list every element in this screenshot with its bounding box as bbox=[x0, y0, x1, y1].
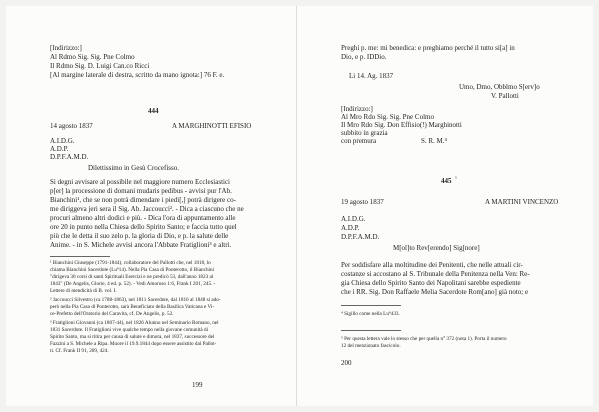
address-line: [Indirizzo:] bbox=[341, 105, 373, 113]
body-line: Si degni avvisare al possibile nel maggiore numero Ecclesiastici bbox=[50, 178, 231, 186]
closing-line: Umo, Dmo, Obblmo S[erv]o bbox=[459, 83, 540, 91]
abbrev-line: D.P.F.A.M.D. bbox=[341, 233, 380, 241]
footnote-rule bbox=[341, 305, 401, 306]
abbrev-line: D.P.F.A.M.D. bbox=[50, 153, 89, 161]
left-page bbox=[6, 6, 297, 406]
footnote-line: "dirigeva 30 corsi di santi Spirituali Esercizi e ne predicò 53, dall'anno 1823 al bbox=[50, 274, 214, 280]
address-line: subbito in grazia bbox=[341, 129, 388, 137]
footnote-line: Fazzini a S. Michele a Ripa. Muore il 19.9.1844 dopo essere assistito dal Pallot- bbox=[50, 341, 217, 347]
body-line: più che le detta il suo zelo p. la gloria di Dio, e p. la salute delle bbox=[50, 232, 229, 240]
address-line: Al Mro Rdo Sig. Sig. Pne Colmo bbox=[341, 113, 434, 121]
footnote-line: 12 del menzionato fascicolo. bbox=[341, 343, 401, 349]
address-line: con premura bbox=[341, 137, 377, 145]
address-sign: S. R. M.⁴ bbox=[421, 137, 447, 145]
salutation: Dilettissimo in Gesù Crocefisso. bbox=[88, 164, 179, 172]
abbrev-line: A.D.P. bbox=[50, 145, 69, 153]
signature: V. Pallotti bbox=[491, 92, 519, 100]
footnote-line: però nella Pia Casa di Ponterotto, sarà Beneficiato della Basilica Vaticana e Vi- bbox=[50, 304, 215, 310]
letter-number: 445 bbox=[441, 177, 452, 185]
text-line: Preghi p. me: mi benedica: e preghiamo perché il tutto si[a] in bbox=[341, 44, 515, 52]
abbrev-line: A.I.D.G. bbox=[341, 215, 366, 223]
footnote-line: ⁴ Sigillo come nella Lu⁹433. bbox=[341, 311, 400, 317]
text-line: Dio, e p. IDDio. bbox=[341, 53, 387, 61]
body-line: me diriggeva jeri sera il Sig. Ab. Jaccoucci². - Dica a ciascuno che ne bbox=[50, 205, 244, 213]
body-line: costanze si accostano al S. Tribunale della Penitenza nella Ven: Re- bbox=[341, 270, 530, 278]
text-line: [Indirizzo:] bbox=[50, 44, 82, 52]
letter-date: 14 agosto 1837 bbox=[50, 122, 93, 130]
footnote-line: ² Jaccoucci Silvestro (ca 1788-1863), nel 1811 Sacerdote, dal 1816 al 1848 si ado- bbox=[50, 297, 221, 303]
body-line: Bianchini¹, che se non potrà dimendare i piedi[,] potrà dirigere co- bbox=[50, 196, 236, 204]
footnote-line: 1831 Sacerdote. Il Fratiglioni vive qualche tempo nella giovane comunità di bbox=[50, 327, 209, 333]
salutation: M[ol]to Rev[erendo] Sig[nore] bbox=[393, 244, 480, 252]
abbrev-line: A.D.P. bbox=[341, 224, 360, 232]
footnote-rule bbox=[341, 330, 401, 331]
body-line: Per soddisfare alla moltitudine dei Penitenti, che nelle attuali cir- bbox=[341, 261, 523, 269]
text-line: Il Rdmo Sig. D. Luigi Can.co Ricci bbox=[50, 62, 150, 70]
footnote-line: ⁵ Per questa lettera vale lo stesso che per quella n° 372 (nota 1). Porta il numero bbox=[341, 336, 507, 342]
letter-number-mark: ⁵ bbox=[455, 176, 457, 182]
body-line: Anime. - in S. Michele avvisi ancora l'Abbate Fratiglioni³ e altri. bbox=[50, 241, 232, 249]
footnote-line: Spirito Santo, ma si ritira per causa di salute e dimora, nel 1837, successore del bbox=[50, 334, 215, 340]
body-line: procuri almeno altri dodici e più. - Dica l'ora di appuntamento alle bbox=[50, 214, 236, 222]
page-number: 199 bbox=[192, 381, 203, 389]
text-line: Al Rdmo Sig. Sig. Pne Colmo bbox=[50, 53, 135, 61]
footnote-rule bbox=[50, 256, 110, 257]
footnote-line: Lettere di mendicità di B. vol. I. bbox=[50, 288, 117, 294]
footnote-line: ce-Prefetto dell'Oratorio del Caravita, cf. De Angelis, p. 52. bbox=[50, 311, 174, 317]
letter-recipient: A MARGHINOTTI EFISIO bbox=[172, 122, 252, 130]
right-page bbox=[297, 6, 593, 406]
letter-date: 19 agosto 1837 bbox=[341, 198, 384, 206]
footnote-line: 1843" (De Angelis, Glorie, 4 ed. p. 52). - Vedi Amoroso 1:6, Frank I 201, 245. - bbox=[50, 281, 216, 287]
body-line: gia Chiesa dello Spirito Santo dei Napolitani sarebbe espediente bbox=[341, 279, 521, 287]
letter-number: 444 bbox=[148, 107, 159, 115]
body-line: p[er] la processione di domani mudaris pedibus - avvisi pur l'Ab. bbox=[50, 187, 232, 195]
body-line: che i RR. Sig. Don Raffaele Melia Sacerdote Rom[ano] già noto; e bbox=[341, 288, 529, 296]
page-number: 200 bbox=[341, 359, 352, 367]
place-date: Li 14. Ag. 1837 bbox=[349, 72, 394, 80]
footnote-line: chiama Bianchini Sacerdote (Lu⁹14). Nella Pia Casa di Ponterotto, il Bianchini bbox=[50, 267, 215, 273]
body-line: ore 20 in punto nella Chiesa dello Spirito Santo; e faccia tutto quel bbox=[50, 223, 237, 231]
abbrev-line: A.I.D.G. bbox=[50, 137, 75, 145]
letter-recipient: A MARTINI VINCENZO bbox=[485, 198, 559, 206]
footnote-line: ³ Fratiglioni Giovanni (ca 1807-44), nel 1826 Alunno nel Seminario Romano, nel bbox=[50, 320, 219, 326]
address-line: Il Mro Rdo Sig. Don Effisio(!) Marghinotti bbox=[341, 121, 462, 129]
text-line: [Al margine laterale di destra, scritto da mano ignota:] 76 F. e. bbox=[50, 71, 225, 79]
footnote-line: ti. Cf. Frank II 91, 209, 424. bbox=[50, 348, 109, 354]
footnote-line: ¹ Bianchini Giuseppe (1791-1844), collaboratore del Pallotti che, nel 1818, lo bbox=[50, 260, 211, 266]
